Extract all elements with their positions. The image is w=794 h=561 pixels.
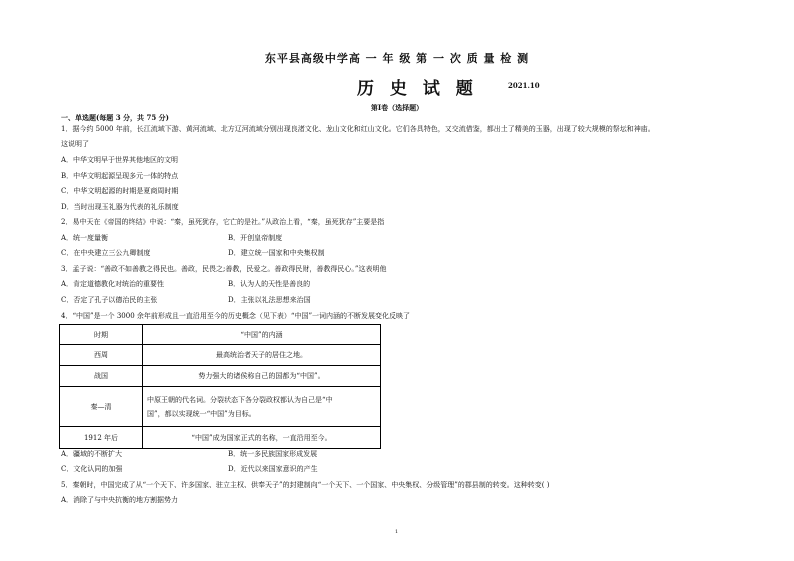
q2-option-b: B．开创皇帝制度 bbox=[228, 234, 283, 242]
table-row bbox=[60, 345, 381, 366]
q4-history-table bbox=[59, 324, 381, 449]
exam-date: 2021.10 bbox=[508, 81, 540, 90]
volume-heading: 第Ⅰ卷（选择题） bbox=[370, 103, 424, 112]
q5-stem: 5．秦朝时，中国完成了从“一个天下、许多国家、驻立主权、供奉天子”的封建制向“一个天下、一个国家、中央集权、分级管理”的郡县制的转变。这种转变( ) bbox=[61, 481, 550, 489]
exam-school-header: 东平县高级中学高 一 年 级 第 一 次 质 量 检 测 bbox=[264, 52, 530, 65]
q4-option-b: B．统一多民族国家形成发展 bbox=[228, 450, 318, 458]
q3-option-b: B．认为人的天性是善良的 bbox=[228, 280, 311, 288]
table-header-period: 时期 bbox=[60, 325, 143, 345]
q3-stem: 3．孟子说：“善政不如善教之得民也。善政，民畏之;善教，民爱之。善政得民财，善教得民心。”这表明他 bbox=[61, 265, 387, 273]
exam-title: 历 史 试 题 bbox=[357, 79, 478, 99]
q3-option-d: D．主张以礼法思想来治国 bbox=[228, 296, 311, 304]
table-cell-period: 战国 bbox=[60, 366, 143, 387]
table-cell-period: 西周 bbox=[60, 345, 143, 366]
section-title: 一、单选题(每题 3 分，共 75 分) bbox=[61, 113, 169, 122]
q1-option-a: A．中华文明早于世界其他地区的文明 bbox=[61, 156, 179, 164]
q1-option-d: D．当时出现玉礼器为代表的礼乐制度 bbox=[61, 203, 179, 211]
q4-option-c: C．文化认同的加强 bbox=[61, 465, 123, 473]
q5-option-a: A．消除了与中央抗衡的地方割据势力 bbox=[61, 496, 179, 504]
q3-option-a: A．肯定道德教化对统治的重要性 bbox=[61, 280, 165, 288]
page-number: 1 bbox=[395, 529, 399, 535]
table-row bbox=[60, 427, 381, 449]
table-row bbox=[60, 387, 381, 427]
q2-stem: 2．易中天在《帝国的终结》中说：“秦，虽死犹存，它亡的是社。”从政治上看，“秦，虽死犹存”主要是指 bbox=[61, 218, 385, 226]
q4-option-d: D．近代以来国家意识的产生 bbox=[228, 465, 318, 473]
table-cell-meaning: 最高统治者天子的居住之地。 bbox=[143, 345, 381, 366]
q2-option-d: D．建立统一国家和中央集权制 bbox=[228, 249, 325, 257]
table-header-meaning: “中国”的内涵 bbox=[143, 325, 381, 345]
q1-stem-line1: 1．据今约 5000 年前，长江流域下游、黄河流域、北方辽河流域分别出现良渚文化、龙山文化和红山文化。它们各具特色，又交流借鉴，都出土了精美的玉器，出现了较大规模的祭坛和神庙。 bbox=[61, 125, 655, 133]
table-cell-meaning: “中国”成为国家正式的名称，一直沿用至今。 bbox=[143, 427, 381, 449]
q4-option-a: A．疆域的不断扩大 bbox=[61, 450, 123, 458]
table-cell-meaning bbox=[143, 387, 381, 427]
q4-stem: 4．“中国”是一个 3000 余年前形成且一直沿用至今的历史概念（见下表）“中国”一词内涵的不断发展变化反映了 bbox=[61, 312, 411, 320]
q2-option-a: A．统一度量衡 bbox=[61, 234, 109, 242]
q1-stem-line2: 这说明了 bbox=[61, 140, 89, 148]
table-cell-period: 1912 年后 bbox=[60, 427, 143, 449]
table-cell-period: 秦—清 bbox=[60, 387, 143, 427]
q3-option-c: C．否定了孔子以德治民的主张 bbox=[61, 296, 158, 304]
table-header-row bbox=[60, 325, 381, 345]
table-cell-meaning: 势力强大的诸侯称自己的国都为“中国”。 bbox=[143, 366, 381, 387]
table-row bbox=[60, 366, 381, 387]
table-cell-meaning-line2: 国”，都以实现统一“中国”为目标。 bbox=[147, 409, 256, 418]
q1-option-b: B．中华文明起源呈现多元一体的特点 bbox=[61, 172, 179, 180]
q1-option-c: C．中华文明起源的时期是夏商周时期 bbox=[61, 187, 179, 195]
q2-option-c: C．在中央建立三公九卿制度 bbox=[61, 249, 151, 257]
table-cell-meaning-line1: 中原王朝的代名词。分裂状态下各分裂政权都认为自己是“中 bbox=[147, 395, 333, 404]
